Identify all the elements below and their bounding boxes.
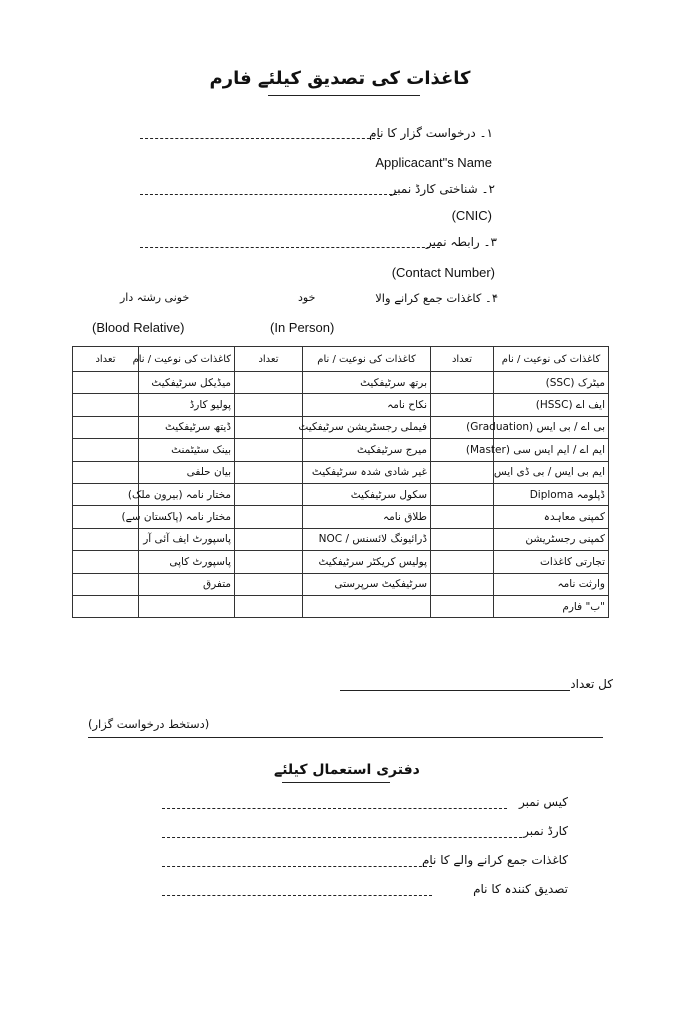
verifier-name-field[interactable] <box>162 895 432 896</box>
in-person-option[interactable]: خود <box>298 291 316 304</box>
count-cell[interactable] <box>73 416 139 438</box>
count-cell[interactable] <box>431 551 494 573</box>
count-cell[interactable] <box>235 573 303 595</box>
doc-type-header: کاغذات کی نوعیت / نام <box>139 347 235 372</box>
count-header: تعداد <box>431 347 494 372</box>
doc-name-cell: برتھ سرٹیفکیٹ <box>303 372 431 394</box>
applicant-name-label-en: Applicacant"s Name <box>375 155 492 170</box>
doc-name-cell: ڈرائیونگ لائسنس / NOC <box>303 528 431 550</box>
doc-name-cell: پولیس کریکٹر سرٹیفکیٹ <box>303 551 431 573</box>
doc-type-header: کاغذات کی نوعیت / نام <box>303 347 431 372</box>
total-count-label: کل تعداد <box>570 677 613 691</box>
count-cell[interactable] <box>235 439 303 461</box>
doc-name-cell: میٹرک (SSC) <box>494 372 609 394</box>
doc-name-cell: مختار نامہ (پاکستان سے) <box>139 506 235 528</box>
table-row <box>73 483 609 505</box>
doc-name-cell: فیملی رجسٹریشن سرٹیفکیٹ <box>303 416 431 438</box>
signature-line[interactable] <box>88 737 603 738</box>
table-row <box>73 416 609 438</box>
doc-name-cell: غیر شادی شدہ سرٹیفکیٹ <box>303 461 431 483</box>
doc-name-cell: بی اے / بی ایس (Graduation) <box>494 416 609 438</box>
cnic-label-en: (CNIC) <box>451 208 492 223</box>
office-use-heading: دفتری استعمال کیلئے <box>274 762 420 778</box>
cnic-label: ۲۔ شناختی کارڈ نمبر <box>390 182 495 196</box>
count-cell[interactable] <box>73 595 139 617</box>
doc-name-cell: بینک سٹیٹمنٹ <box>139 439 235 461</box>
count-header: تعداد <box>235 347 303 372</box>
doc-name-cell: میرج سرٹیفکیٹ <box>303 439 431 461</box>
count-cell[interactable] <box>73 551 139 573</box>
count-cell[interactable] <box>431 595 494 617</box>
table-row <box>73 461 609 483</box>
table-row <box>73 551 609 573</box>
doc-name-cell: بیان حلفی <box>139 461 235 483</box>
total-count-field[interactable] <box>340 690 570 691</box>
doc-name-cell <box>139 595 235 617</box>
doc-name-cell: وارثت نامہ <box>494 573 609 595</box>
doc-name-cell: ایم بی ایس / بی ڈی ایس <box>494 461 609 483</box>
count-cell[interactable] <box>235 506 303 528</box>
doc-type-header: کاغذات کی نوعیت / نام <box>494 347 609 372</box>
count-cell[interactable] <box>73 372 139 394</box>
contact-number-label: ۳۔ رابطہ نمبر <box>426 235 497 249</box>
count-cell[interactable] <box>235 551 303 573</box>
count-cell[interactable] <box>235 461 303 483</box>
count-cell[interactable] <box>431 573 494 595</box>
count-cell[interactable] <box>235 528 303 550</box>
case-number-label: کیس نمبر <box>519 795 568 809</box>
count-cell[interactable] <box>431 528 494 550</box>
table-row <box>73 439 609 461</box>
case-number-field[interactable] <box>162 808 507 809</box>
count-cell[interactable] <box>235 416 303 438</box>
title-underline <box>268 95 420 96</box>
card-number-field[interactable] <box>162 837 522 838</box>
verifier-name-label: تصدیق کنندہ کا نام <box>473 882 568 896</box>
card-number-label: کارڈ نمبر <box>523 824 568 838</box>
doc-name-cell: کمپنی رجسٹریشن <box>494 528 609 550</box>
cnic-field[interactable] <box>140 194 397 195</box>
count-cell[interactable] <box>431 372 494 394</box>
signature-label: (دستخط درخواست گزار) <box>88 717 210 731</box>
blood-relative-label-en: (Blood Relative) <box>92 320 185 335</box>
table-row <box>73 595 609 617</box>
doc-name-cell: تجارتی کاغذات <box>494 551 609 573</box>
table-row <box>73 506 609 528</box>
count-cell[interactable] <box>235 394 303 416</box>
table-row <box>73 394 609 416</box>
applicant-name-field[interactable] <box>140 138 380 139</box>
submitter-name-label: کاغذات جمع کرانے والے کا نام <box>421 853 568 867</box>
count-cell[interactable] <box>431 461 494 483</box>
office-heading-underline <box>282 782 390 783</box>
table-row <box>73 528 609 550</box>
count-cell[interactable] <box>431 506 494 528</box>
doc-name-cell: پاسپورٹ کاپی <box>139 551 235 573</box>
applicant-name-label: ۱۔ درخواست گزار کا نام <box>369 126 493 140</box>
count-cell[interactable] <box>73 439 139 461</box>
count-header: تعداد <box>73 347 139 372</box>
doc-name-cell: ایم اے / ایم ایس سی (Master) <box>494 439 609 461</box>
doc-name-cell: طلاق نامہ <box>303 506 431 528</box>
doc-name-cell: کمپنی معاہدہ <box>494 506 609 528</box>
table-row <box>73 372 609 394</box>
count-cell[interactable] <box>235 595 303 617</box>
count-cell[interactable] <box>73 461 139 483</box>
doc-name-cell: مختار نامہ (بیرون ملک) <box>139 483 235 505</box>
count-cell[interactable] <box>431 483 494 505</box>
doc-name-cell: پاسپورٹ ایف آئی آر <box>139 528 235 550</box>
submitter-label: ۴۔ کاغذات جمع کرانے والا <box>375 291 498 305</box>
count-cell[interactable] <box>73 528 139 550</box>
form-title: کاغذات کی تصدیق کیلئے فارم <box>209 68 471 89</box>
contact-number-label-en: (Contact Number) <box>391 265 495 280</box>
doc-name-cell: پولیو کارڈ <box>139 394 235 416</box>
table-header-row <box>73 347 609 372</box>
in-person-label-en: (In Person) <box>270 320 335 335</box>
doc-name-cell: سرٹیفکیٹ سرپرستی <box>303 573 431 595</box>
doc-name-cell: "ب" فارم <box>494 595 609 617</box>
contact-number-field[interactable] <box>140 247 440 248</box>
count-cell[interactable] <box>235 483 303 505</box>
doc-name-cell <box>303 595 431 617</box>
blood-relative-option[interactable]: خونی رشتہ دار <box>120 291 190 304</box>
count-cell[interactable] <box>73 394 139 416</box>
doc-name-cell: متفرق <box>139 573 235 595</box>
table-row <box>73 573 609 595</box>
doc-name-cell: ایف اے (HSSC) <box>494 394 609 416</box>
submitter-name-field[interactable] <box>162 866 432 867</box>
count-cell[interactable] <box>235 372 303 394</box>
count-cell[interactable] <box>431 394 494 416</box>
doc-name-cell: نکاح نامہ <box>303 394 431 416</box>
count-cell[interactable] <box>73 573 139 595</box>
documents-table <box>72 346 609 618</box>
doc-name-cell: ڈیتھ سرٹیفکیٹ <box>139 416 235 438</box>
doc-name-cell: سکول سرٹیفکیٹ <box>303 483 431 505</box>
doc-name-cell: ڈپلومہ Diploma <box>494 483 609 505</box>
doc-name-cell: میڈیکل سرٹیفکیٹ <box>139 372 235 394</box>
